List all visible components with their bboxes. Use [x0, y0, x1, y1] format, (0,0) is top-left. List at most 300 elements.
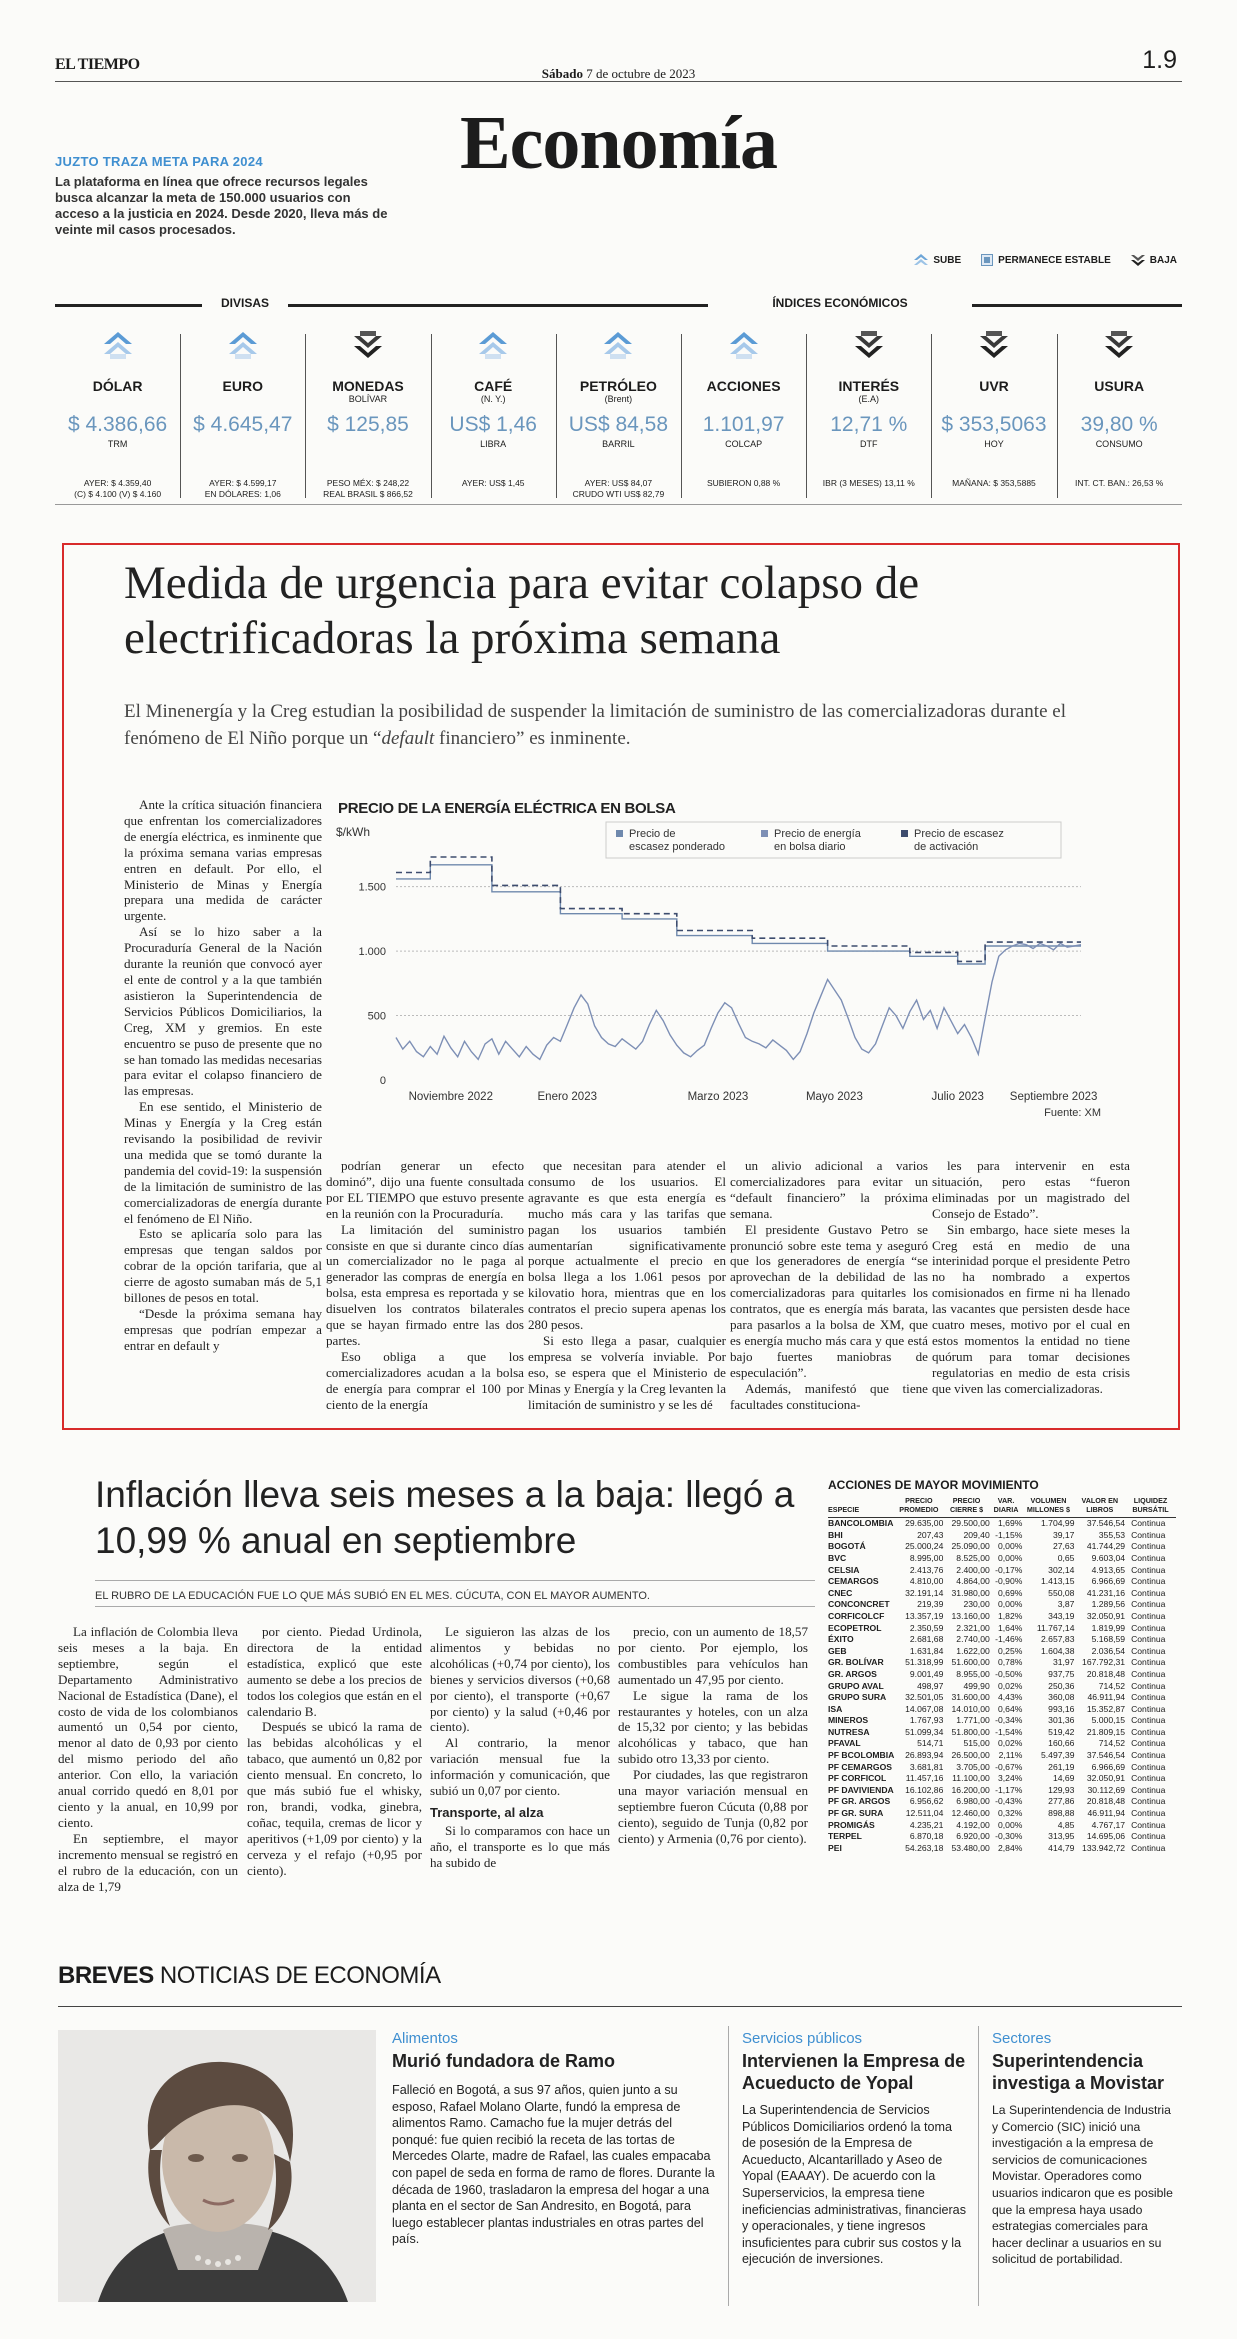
- table-cell: 1.289,56: [1091, 1599, 1126, 1610]
- table-cell: 0,25%: [998, 1645, 1023, 1656]
- stocks-header-row: [828, 1497, 1176, 1518]
- indicator-sub: (N. Y.): [480, 394, 506, 404]
- table-cell: 2.321,00: [956, 1622, 990, 1633]
- table-cell: Continua: [1131, 1622, 1166, 1633]
- indicator-sub: [55, 394, 180, 405]
- table-cell: 32.501,05: [905, 1692, 944, 1703]
- table-cell: 1.604,38: [1041, 1645, 1075, 1656]
- table-cell: 0,69%: [998, 1587, 1023, 1598]
- breve-3-text: La Superintendencia de Industria y Comercio (SIC) inició una investigación a la empresa de servicios de comunicaciones Movistar. Operadores como usuarios indicaron que es posible que la empresa haya usado estrategias comerciales para hacer declinar a usuarios en su solicitud de portabilidad.: [992, 2103, 1173, 2267]
- paragraph: “Desde la próxima semana hay empresas que podrían empezar a entrar en default y: [124, 1306, 322, 1353]
- table-cell: 4.864,00: [956, 1576, 990, 1587]
- table-row: [828, 1750, 1176, 1762]
- table-row: [828, 1692, 1176, 1704]
- table-cell: 302,14: [1048, 1564, 1075, 1575]
- x-tick-label: Enero 2023: [537, 1091, 597, 1103]
- table-cell: 2.657,83: [1041, 1634, 1075, 1645]
- table-cell: 4.192,00: [956, 1819, 990, 1830]
- table-cell: 32.050,91: [1086, 1773, 1126, 1784]
- table-cell: 4.235,21: [909, 1819, 944, 1830]
- table-cell: 898,88: [1048, 1808, 1075, 1819]
- up-chevron-icon: [729, 330, 759, 360]
- table-cell: GRUPO AVAL: [828, 1680, 884, 1691]
- table-cell: -0,17%: [995, 1564, 1023, 1575]
- indicator-interés: [806, 330, 931, 502]
- table-cell: 2.740,00: [956, 1634, 990, 1645]
- table-cell: 37.546,54: [1086, 1750, 1126, 1761]
- table-cell: Continua: [1131, 1599, 1166, 1610]
- indicator-separator: [305, 334, 306, 498]
- stocks-table: [828, 1497, 1176, 1854]
- indicator-name: PETRÓLEO: [579, 378, 657, 394]
- table-cell: 29.500,00: [951, 1518, 990, 1529]
- energy-price-chart: [336, 818, 1126, 1118]
- table-cell: 31.600,00: [951, 1692, 990, 1703]
- indicator-name: MONEDAS: [332, 378, 404, 394]
- table-row: [828, 1599, 1176, 1611]
- paragraph: En ese sentido, el Ministerio de Minas y Energía y la Creg están revisando la posibilidad de revivir una medida que se tomó durante la pandemia del covid-19: la suspensión de la limitación de suministro de las comercializadoras de energía durante el fenómeno de El Niño.: [124, 1099, 322, 1226]
- indicator-name: DÓLAR: [92, 378, 143, 394]
- table-cell: 1.704,99: [1041, 1518, 1075, 1529]
- table-cell: BVC: [828, 1552, 847, 1563]
- indicator-unit: COLCAP: [725, 439, 763, 449]
- table-cell: 2,84%: [998, 1842, 1023, 1853]
- trend-arrow: [1057, 330, 1182, 364]
- table-cell: 51.318,99: [905, 1657, 944, 1668]
- table-cell: 1,69%: [998, 1518, 1023, 1529]
- table-cell: 0,65: [1057, 1552, 1075, 1563]
- table-cell: 32.050,91: [1086, 1610, 1126, 1621]
- series-line-2: [396, 857, 1081, 961]
- table-cell: 499,90: [963, 1680, 990, 1691]
- indicator-euro: [180, 330, 305, 502]
- stocks-body: [828, 1518, 1176, 1855]
- table-cell: 6.980,00: [956, 1796, 990, 1807]
- paragraph: En septiembre, el mayor incremento mensual se registró en el rubro de la educación, con un alza de 1,79: [58, 1830, 238, 1894]
- indicator-value: 1.101,97: [702, 413, 785, 436]
- table-cell: 1.771,00: [956, 1715, 990, 1726]
- issue-date: [0, 66, 1237, 82]
- table-cell: 3.705,00: [956, 1761, 990, 1772]
- paragraph: Además, manifestó que tiene facultades constituciona-: [730, 1380, 928, 1412]
- stocks-header-cell: PRECIO PROMEDIO: [894, 1497, 943, 1518]
- table-cell: 6.966,69: [1091, 1576, 1126, 1587]
- table-cell: 1.413,15: [1041, 1576, 1075, 1587]
- table-cell: 25.090,00: [951, 1541, 990, 1552]
- table-cell: 12.460,00: [951, 1808, 990, 1819]
- table-cell: 14,69: [1052, 1773, 1075, 1784]
- trend-arrow: [681, 330, 806, 364]
- table-cell: 5.000,15: [1091, 1715, 1126, 1726]
- stocks-header-cell: LIQUIDEZ BURSÁTIL: [1125, 1497, 1176, 1518]
- table-cell: CELSIA: [828, 1564, 860, 1575]
- table-cell: Continua: [1131, 1726, 1166, 1737]
- trend-arrow: [931, 330, 1056, 364]
- indicator-extra: INT. CT. BAN.: 26,53 %: [1075, 478, 1164, 488]
- main-col-3: [528, 1158, 726, 1413]
- indicator-monedas: [305, 330, 430, 502]
- indicator-value: $ 125,85: [327, 413, 409, 436]
- table-cell: -0,50%: [995, 1668, 1023, 1679]
- table-cell: 515,00: [963, 1738, 990, 1749]
- breves-title: BREVES NOTICIAS DE ECONOMÍA: [58, 1962, 441, 1989]
- legend-label: Precio de escasez de activación: [914, 828, 1004, 853]
- indicator-value: 12,71 %: [830, 413, 908, 436]
- table-cell: Continua: [1131, 1529, 1166, 1540]
- square-icon: [981, 254, 993, 266]
- table-cell: Continua: [1131, 1750, 1166, 1761]
- table-row: [828, 1727, 1176, 1739]
- indicator-name: UVR: [979, 378, 1009, 394]
- y-tick-label: 1.500: [358, 881, 386, 894]
- y-tick-label: 500: [367, 1010, 386, 1023]
- table-cell: 2.681,68: [909, 1634, 944, 1645]
- table-cell: MINEROS: [828, 1715, 869, 1726]
- indicator-extra: IBR (3 MESES) 13,11 %: [822, 478, 915, 488]
- table-row: [828, 1704, 1176, 1716]
- indicator-value: $ 353,5063: [941, 413, 1047, 436]
- down-chevron-icon: [353, 330, 383, 360]
- inflation-deck: EL RUBRO DE LA EDUCACIÓN FUE LO QUE MÁS SUBIÓ EN EL MES. CÚCUTA, CON EL MAYOR AUMENTO.: [95, 1590, 650, 1602]
- table-cell: 16.200,00: [951, 1784, 990, 1795]
- table-cell: 0,00%: [998, 1552, 1023, 1563]
- table-cell: 0,02%: [998, 1680, 1023, 1691]
- table-row: [828, 1646, 1176, 1658]
- indicators-rule: [55, 304, 202, 307]
- table-cell: 514,71: [917, 1738, 944, 1749]
- x-tick-label: Mayo 2023: [805, 1091, 863, 1103]
- table-cell: CONCONCRET: [828, 1599, 890, 1610]
- table-cell: 937,75: [1048, 1668, 1075, 1679]
- table-cell: NUTRESA: [828, 1726, 870, 1737]
- breve-3-headline: Superintendencia investiga a Movistar: [992, 2051, 1165, 2093]
- table-cell: BHI: [828, 1529, 843, 1540]
- paragraph: Sin embargo, hace siete meses la Creg está en medio de una interinidad porque el presidente Petro no ha nombrado a expertos comisionados en firme ni ha llenado las vacantes que persisten desde hace cuatro meses, motivo por el cual en estos momentos la entidad no tiene quórum para tomar decisiones regulatorias en medio de esta crisis que viven las comercializadoras.: [932, 1221, 1130, 1396]
- paragraph: Ante la crítica situación financiera que enfrentan los comercializadores de energía eléctrica, es inminente que la próxima semana varias empresas entren en default. Por ello, el Ministerio de Minas y Energía prepara una medida de carácter urgente.: [124, 797, 322, 924]
- table-row: [828, 1657, 1176, 1669]
- indicator-separator: [180, 334, 181, 498]
- indicator-value: $ 4.645,47: [193, 413, 293, 436]
- table-cell: 37.546,54: [1086, 1518, 1126, 1529]
- table-cell: 498,97: [917, 1680, 944, 1691]
- indicator-usura: [1057, 330, 1182, 502]
- table-cell: GR. ARGOS: [828, 1668, 877, 1679]
- portrait-photo: [58, 2030, 376, 2302]
- paragraph: Después se ubicó la rama de las bebidas alcohólicas y el tabaco, que aumentó un 0,82 por ciento mensual. En concreto, lo que más subió fue el whisky, ron, brandi, vodka, ginebra, coñac, tequila, cremas de licor y aperitivos (+1,09 por ciento) y la cerveza y el refajo (+0,95 por ciento).: [247, 1719, 422, 1878]
- indicator-café: [431, 330, 556, 502]
- table-cell: Continua: [1131, 1564, 1166, 1575]
- legend-baja: BAJA: [1131, 254, 1177, 266]
- table-cell: PEI: [828, 1842, 842, 1853]
- trend-arrow: [556, 330, 681, 364]
- table-cell: 2.350,59: [909, 1622, 944, 1633]
- table-cell: 133.942,72: [1082, 1842, 1126, 1853]
- indicator-name: INTERÉS: [838, 378, 900, 394]
- table-cell: 355,53: [1098, 1529, 1126, 1540]
- indicator-sub: [180, 394, 305, 405]
- table-cell: GEB: [828, 1645, 847, 1656]
- main-deck: El Minenergía y la Creg estudian la posibilidad de suspender la limitación de suministro de las comercializadoras durante el fenómeno de El Niño porque un “default financiero” es inminente.: [124, 701, 1066, 749]
- stocks-header-cell: VALOR EN LIBROS: [1074, 1497, 1125, 1518]
- table-cell: 13.160,00: [951, 1610, 990, 1621]
- table-cell: Continua: [1131, 1645, 1166, 1656]
- paragraph: Le sigue la rama de los restaurantes y hoteles, con un alza de 15,32 por ciento; y las bebidas alcohólicas y tabaco, que han subido otro 13,33 por ciento.: [618, 1687, 808, 1767]
- table-cell: 53.480,00: [951, 1842, 990, 1853]
- down-chevron-icon: [854, 330, 884, 360]
- main-headline: Medida de urgencia para evitar colapso de electrificadoras la próxima semana: [124, 557, 920, 664]
- table-cell: 313,95: [1048, 1831, 1075, 1842]
- table-cell: 1.631,84: [909, 1645, 944, 1656]
- table-cell: 31,97: [1052, 1657, 1075, 1668]
- table-cell: 15.352,87: [1086, 1703, 1126, 1714]
- legend-swatch: [761, 830, 768, 837]
- down-chevron-icon: [1131, 254, 1145, 266]
- table-cell: 20.818,48: [1086, 1668, 1126, 1679]
- legend-swatch: [901, 830, 908, 837]
- inflation-col-4: [618, 1624, 808, 1847]
- table-cell: 9.001,49: [909, 1668, 944, 1679]
- table-cell: 11.767,14: [1036, 1622, 1075, 1633]
- indicator-unit: HOY: [984, 439, 1004, 449]
- table-cell: BOGOTÁ: [828, 1541, 866, 1552]
- legend-swatch: [616, 830, 623, 837]
- table-row: [828, 1553, 1176, 1565]
- table-row: [828, 1762, 1176, 1774]
- table-cell: 1.819,99: [1091, 1622, 1126, 1633]
- table-cell: 26.893,94: [905, 1750, 944, 1761]
- table-cell: 219,39: [917, 1599, 944, 1610]
- newspaper-brand: EL TIEMPO: [55, 56, 140, 73]
- paragraph: El presidente Gustavo Petro se pronunció sobre este tema y aseguró que los generadores de energía “se aprovechan de la debilidad de las comercializadoras para quitarles los contratos, que es energía más barata, para pasarlos a la bolsa de XM, que es energía mucho más cara y que está bajo fuertes maniobras de especulación”.: [730, 1221, 928, 1380]
- kicker-text: La plataforma en línea que ofrece recursos legales busca alcanzar la meta de 150.000 usuarios con acceso a la justicia en 2024. Desde 2020, lleva más de veinte mil casos procesados.: [55, 174, 388, 237]
- table-cell: TERPEL: [828, 1831, 862, 1842]
- table-cell: 5.168,59: [1091, 1634, 1126, 1645]
- indicator-value: US$ 1,46: [449, 413, 537, 436]
- table-cell: 250,36: [1048, 1680, 1075, 1691]
- paragraph: Eso obliga a que los comercializadores acudan a la bolsa de energía para comprar el 100 por ciento de la energía: [326, 1348, 524, 1412]
- table-cell: 3.681,81: [909, 1761, 944, 1772]
- indicator-sub: (Brent): [604, 394, 633, 404]
- indicators-bottom-rule: [55, 504, 1182, 505]
- up-chevron-icon: [228, 330, 258, 360]
- indicator-extra: AYER: $ 4.599,17 EN DÓLARES: 1,06: [204, 478, 281, 499]
- table-cell: 230,00: [963, 1599, 990, 1610]
- legend-estable: PERMANECE ESTABLE: [981, 254, 1111, 266]
- indicator-unit: BARRIL: [602, 439, 635, 449]
- table-cell: PROMIGÁS: [828, 1819, 875, 1830]
- inflation-subhead: Transporte, al alza: [430, 1804, 544, 1820]
- stocks-header-cell: PRECIO CIERRE $: [943, 1497, 989, 1518]
- table-cell: 0,32%: [998, 1808, 1023, 1819]
- trend-arrow: [305, 330, 430, 364]
- series-line-0: [396, 865, 1081, 964]
- table-cell: 11.457,16: [905, 1773, 944, 1784]
- table-cell: 9.603,04: [1091, 1552, 1126, 1563]
- table-cell: 2,11%: [998, 1750, 1023, 1761]
- table-row: [828, 1576, 1176, 1588]
- table-row: [828, 1623, 1176, 1635]
- trend-arrow: [806, 330, 931, 364]
- table-cell: -1,17%: [995, 1784, 1023, 1795]
- paragraph: que necesitan para atender el consumo de los usuarios. El agravante es que esta energía es mucho más cara y las tarifas que pagan los usuarios también aumentarían significativamente porque actualmente el precio en bolsa llega a los 1.061 pesos por kilovatio hora, mientras que en los contratos el precio supera apenas los 280 pesos.: [528, 1158, 726, 1333]
- breve-3-category: Sectores: [992, 2030, 1052, 2047]
- indicator-separator: [556, 334, 557, 498]
- table-row: [828, 1634, 1176, 1646]
- table-cell: 2.400,00: [956, 1564, 990, 1575]
- table-cell: 39,17: [1052, 1529, 1075, 1540]
- trend-legend: [914, 254, 1177, 266]
- table-cell: CNEC: [828, 1587, 853, 1598]
- table-cell: 301,36: [1048, 1715, 1075, 1726]
- main-col-4: [730, 1158, 928, 1413]
- indicator-sub: BOLÍVAR: [348, 394, 388, 404]
- chart-title: PRECIO DE LA ENERGÍA ELÉCTRICA EN BOLSA: [338, 800, 676, 817]
- breve-1-category: Alimentos: [392, 2030, 458, 2047]
- table-cell: 8.525,00: [956, 1552, 990, 1563]
- table-cell: 16.102,86: [905, 1784, 944, 1795]
- indicator-dólar: [55, 330, 180, 502]
- table-cell: Continua: [1131, 1773, 1166, 1784]
- indicator-acciones: [681, 330, 806, 502]
- indicator-unit: CONSUMO: [1095, 439, 1143, 449]
- table-cell: Continua: [1131, 1692, 1166, 1703]
- breves-separator: [728, 2026, 729, 2306]
- table-row: [828, 1541, 1176, 1553]
- table-cell: Continua: [1131, 1703, 1166, 1714]
- table-row: [828, 1669, 1176, 1681]
- paragraph: Esto se aplicaría solo para las empresas que tengan saldos por cobrar de la opción tarifaria, que al cierre de agosto sumaban más de 5,1 billones de pesos en total.: [124, 1226, 322, 1306]
- date-weekday: Sábado: [541, 66, 583, 81]
- table-cell: 0,00%: [998, 1599, 1023, 1610]
- paragraph: Le siguieron las alzas de los alimentos y bebidas no alcohólicas (+0,74 por ciento), los bienes y servicios diversos (+0,68 por ciento), el transporte (+0,67 por ciento) y la salud (+0,46 por ciento).: [430, 1624, 610, 1735]
- breves-separator: [978, 2026, 979, 2306]
- indicator-name: EURO: [222, 378, 263, 394]
- paragraph: Si lo comparamos con hace un año, el transporte es lo que más ha subido de: [430, 1822, 610, 1870]
- trend-arrow: [431, 330, 556, 364]
- x-tick-label: Noviembre 2022: [408, 1091, 493, 1103]
- indicator-uvr: [931, 330, 1056, 502]
- paragraph: por ciento. Piedad Urdinola, directora de la entidad estadística, explicó que este aumento se debe a los precios de todos los colegios que están en el calendario B.: [247, 1624, 422, 1719]
- table-row: [828, 1773, 1176, 1785]
- table-cell: 167.792,31: [1082, 1657, 1126, 1668]
- table-row: [828, 1715, 1176, 1727]
- down-chevron-icon: [1104, 330, 1134, 360]
- breve-2-category: Servicios públicos: [742, 2030, 863, 2047]
- indices-label: ÍNDICES ECONÓMICOS: [772, 296, 908, 310]
- table-cell: Continua: [1131, 1634, 1166, 1645]
- table-cell: PF GR. ARGOS: [828, 1796, 891, 1807]
- table-cell: 714,52: [1098, 1680, 1126, 1691]
- table-cell: Continua: [1131, 1518, 1166, 1529]
- table-cell: 46.911,94: [1087, 1692, 1126, 1703]
- section-title: Economía: [459, 101, 778, 185]
- table-cell: -0,67%: [995, 1761, 1023, 1772]
- paragraph: Así se lo hizo saber a la Procuraduría General de la Nación durante la reunión que convocó ayer el ente de control y a la que también asistieron la Superintendencia de Servicios Públicos Domiciliarios, la Creg, XM y gremios. En este encuentro se puso de presente que no se han tomado las medidas necesarias para evitar el colapso financiero de las empresas.: [124, 924, 322, 1099]
- paragraph: Por ciudades, las que registraron una mayor variación mensual en septiembre fueron Cúcuta (0,88 por ciento), seguido de Tunja (0,82 por ciento) y Armenia (0,76 por ciento).: [618, 1767, 808, 1846]
- table-cell: 0,02%: [998, 1738, 1023, 1749]
- table-row: [828, 1831, 1176, 1843]
- indicator-name: USURA: [1094, 378, 1145, 394]
- breve-2-text: La Superintendencia de Servicios Públicos Domiciliarios ordenó la toma de posesión de la Empresa de Acueducto, Alcantarillado y Aseo de Yopal (EAAAY). De acuerdo con la Superservicios, la empresa tiene ineficiencias administrativas, financieras y operacionales, y tiene ingresos insuficientes para cubrir sus costos y la ejecución de inversiones.: [742, 2103, 966, 2267]
- stocks-title: ACCIONES DE MAYOR MOVIMIENTO: [828, 1478, 1039, 1492]
- table-cell: 277,86: [1048, 1796, 1075, 1807]
- inflation-col-3b: [430, 1823, 610, 1871]
- indicator-extra: MAÑANA: $ 353,5885: [952, 478, 1036, 488]
- indicators-rule: [972, 304, 1182, 307]
- breves-rule: [58, 2006, 1182, 2007]
- paragraph: precio, con un aumento de 18,57 por ciento. Por ejemplo, los combustibles para vehículos han aumentado un 47,95 por ciento.: [618, 1624, 808, 1687]
- table-cell: 4.810,00: [909, 1576, 944, 1587]
- paragraph: un alivio adicional a varios comercializadores para evitar un “default financiero” la próxima semana.: [730, 1158, 928, 1221]
- table-cell: Continua: [1131, 1819, 1166, 1830]
- table-cell: Continua: [1131, 1680, 1166, 1691]
- indicator-extra: AYER: $ 4.359,40 (C) $ 4.100 (V) $ 4.160: [74, 478, 162, 499]
- stocks-header-cell: ESPECIE: [828, 1497, 894, 1518]
- table-cell: 4,43%: [998, 1692, 1023, 1703]
- table-row: [828, 1820, 1176, 1832]
- chart-source: Fuente: XM: [1044, 1107, 1101, 1118]
- table-cell: 41.744,29: [1086, 1541, 1126, 1552]
- table-cell: 550,08: [1048, 1587, 1075, 1598]
- indicator-sub: [681, 394, 806, 405]
- table-cell: PF CEMARGOS: [828, 1761, 892, 1772]
- table-row: [828, 1785, 1176, 1797]
- indicator-value: US$ 84,58: [568, 413, 669, 436]
- breve-1-headline: Murió fundadora de Ramo: [392, 2051, 616, 2071]
- table-cell: ECOPETROL: [828, 1622, 882, 1633]
- table-cell: CEMARGOS: [828, 1576, 879, 1587]
- table-cell: GR. BOLÍVAR: [828, 1657, 884, 1668]
- table-row: [828, 1681, 1176, 1693]
- indicator-unit: DTF: [860, 439, 878, 449]
- stocks-header-cell: VAR. DIARIA: [990, 1497, 1023, 1518]
- down-chevron-icon: [979, 330, 1009, 360]
- table-cell: Continua: [1131, 1738, 1166, 1749]
- table-cell: GRUPO SURA: [828, 1692, 887, 1703]
- table-cell: 54.263,18: [905, 1842, 944, 1853]
- table-cell: 4.767,17: [1091, 1819, 1126, 1830]
- table-cell: PFAVAL: [828, 1738, 861, 1749]
- table-cell: 8.955,00: [956, 1668, 990, 1679]
- table-row: [828, 1565, 1176, 1577]
- table-cell: Continua: [1131, 1657, 1166, 1668]
- breve-1-text: Falleció en Bogotá, a sus 97 años, quien junto a su esposo, Rafael Molano Olarte, fundó la empresa de alimentos Ramo. Camacho fue la mujer detrás del ponqué: fue quien recibió la receta de las tortas de Mercedes Olarte, madre de Rafael, las cuales empacaba con papel de seda en forma de ramo de flores. Durante la década de 1960, trasladaron la empresa del hogar a una planta en el sector de San Andresito, en Bogotá, para luego establecer plantas industriales en otras partes del país.: [392, 2083, 715, 2247]
- table-cell: 0,64%: [998, 1703, 1023, 1714]
- inflation-col-2: [247, 1624, 422, 1879]
- table-cell: Continua: [1131, 1808, 1166, 1819]
- table-cell: 714,52: [1098, 1738, 1126, 1749]
- table-cell: 4.913,65: [1091, 1564, 1126, 1575]
- table-cell: Continua: [1131, 1541, 1166, 1552]
- table-row: [828, 1843, 1176, 1855]
- page-number: 1.9: [1142, 46, 1177, 74]
- table-cell: 30.112,69: [1087, 1784, 1126, 1795]
- indicator-sub: (E.A): [858, 394, 880, 404]
- inflation-col-1: [58, 1624, 238, 1894]
- legend-label: Precio de energía en bolsa diario: [774, 828, 861, 853]
- table-cell: -1,54%: [995, 1726, 1023, 1737]
- indicator-separator: [681, 334, 682, 498]
- table-cell: 1.767,93: [909, 1715, 944, 1726]
- table-cell: Continua: [1131, 1587, 1166, 1598]
- table-cell: 29.635,00: [905, 1518, 944, 1529]
- x-tick-label: Septiembre 2023: [1009, 1091, 1098, 1103]
- indicator-petróleo: [556, 330, 681, 502]
- table-cell: 519,42: [1048, 1726, 1075, 1737]
- table-cell: 20.818,48: [1086, 1796, 1126, 1807]
- table-cell: 993,16: [1048, 1703, 1075, 1714]
- y-tick-label: 0: [379, 1075, 386, 1087]
